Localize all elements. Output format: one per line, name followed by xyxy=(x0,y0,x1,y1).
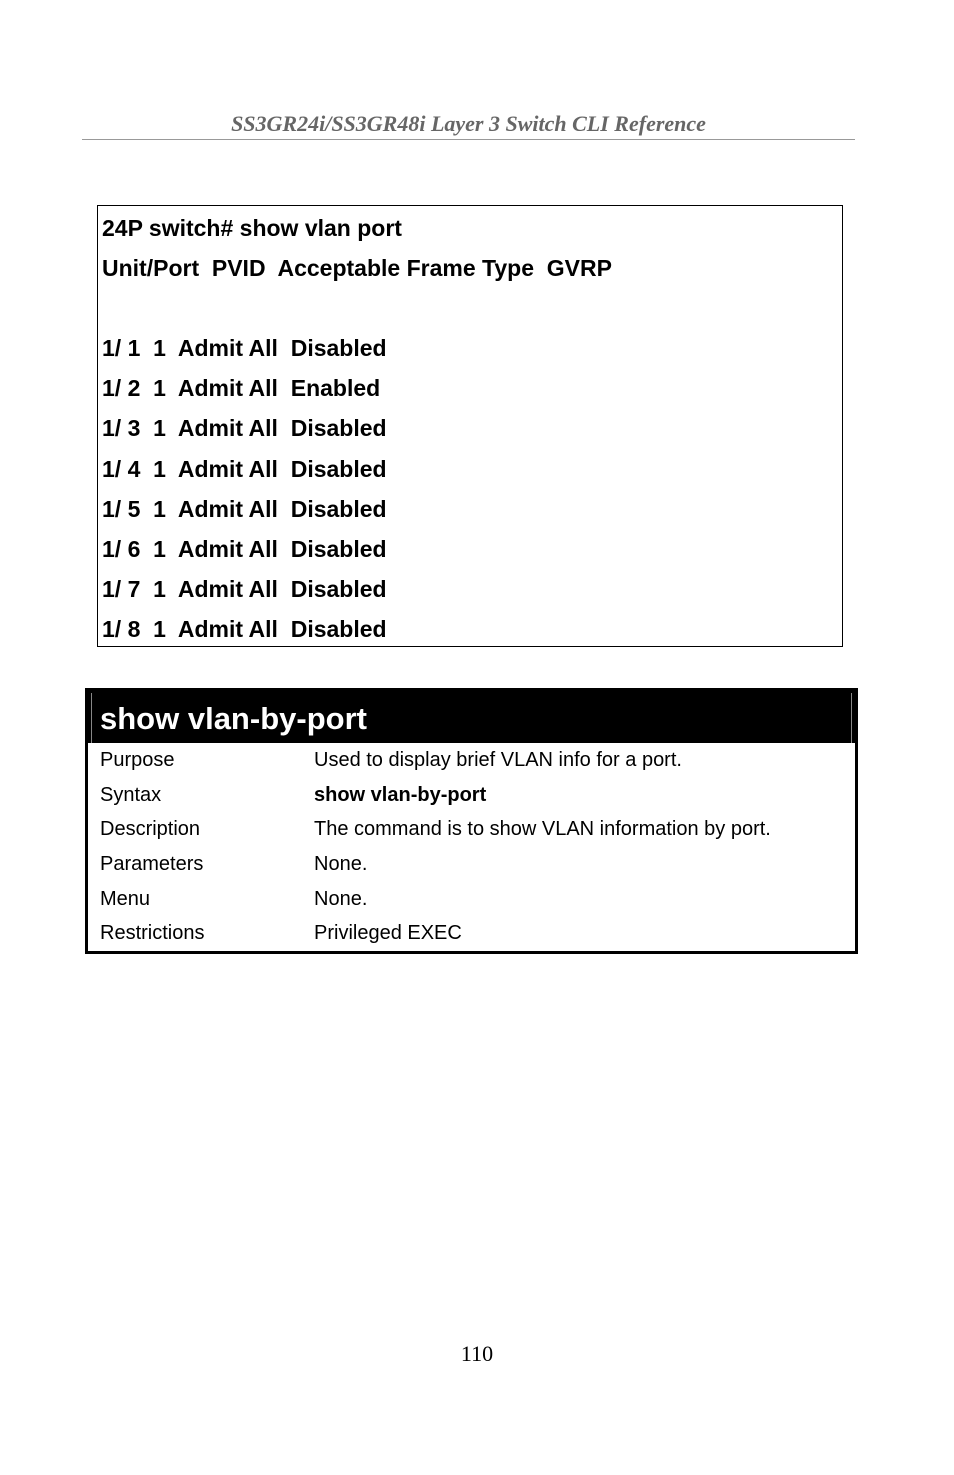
cli-command-line: 24P switch# show vlan port xyxy=(102,215,402,241)
row-value: show vlan-by-port xyxy=(314,783,487,806)
command-row-restrictions xyxy=(88,916,855,951)
command-row-syntax xyxy=(88,778,855,813)
command-row-menu xyxy=(88,882,855,917)
title-bar-border-left xyxy=(91,693,92,743)
header-rule xyxy=(82,139,855,140)
row-label: Menu xyxy=(100,887,151,910)
row-label: Syntax xyxy=(100,783,162,806)
cli-output-box xyxy=(97,205,843,647)
command-reference-table xyxy=(85,688,858,954)
row-label: Restrictions xyxy=(100,922,205,945)
row-value: None. xyxy=(314,887,368,910)
command-row-parameters xyxy=(88,847,855,882)
row-value: Privileged EXEC xyxy=(314,922,462,945)
row-value: Used to display brief VLAN info for a port. xyxy=(314,749,682,771)
cli-port-row: 1/ 2 1 Admit All Enabled xyxy=(102,375,381,402)
command-row-purpose xyxy=(88,743,855,778)
command-title: show vlan-by-port xyxy=(100,701,367,736)
cli-column-header: Unit/Port PVID Acceptable Frame Type GVRP xyxy=(102,255,612,282)
cli-port-row: 1/ 1 1 Admit All Disabled xyxy=(102,335,387,362)
cli-blank-line xyxy=(102,292,842,332)
command-row-description xyxy=(88,812,855,847)
cli-port-row: 1/ 7 1 Admit All Disabled xyxy=(102,575,387,602)
cli-port-row: 1/ 3 1 Admit All Disabled xyxy=(102,415,387,442)
row-label: Parameters xyxy=(100,853,204,876)
page-number: 110 xyxy=(460,1341,494,1366)
row-label: Purpose xyxy=(100,749,175,771)
cli-port-row: 1/ 8 1 Admit All Disabled xyxy=(102,615,387,642)
title-bar-border-right xyxy=(851,693,852,743)
command-title-bar xyxy=(88,691,855,743)
cli-port-row: 1/ 4 1 Admit All Disabled xyxy=(102,455,387,482)
cli-port-row: 1/ 5 1 Admit All Disabled xyxy=(102,495,387,522)
row-label: Description xyxy=(100,818,201,841)
running-header: SS3GR24i/SS3GR48i Layer 3 Switch CLI Reference xyxy=(231,111,706,136)
row-value: The command is to show VLAN information by port. xyxy=(314,818,771,841)
cli-port-row: 1/ 6 1 Admit All Disabled xyxy=(102,535,387,562)
row-value: None. xyxy=(314,853,368,876)
